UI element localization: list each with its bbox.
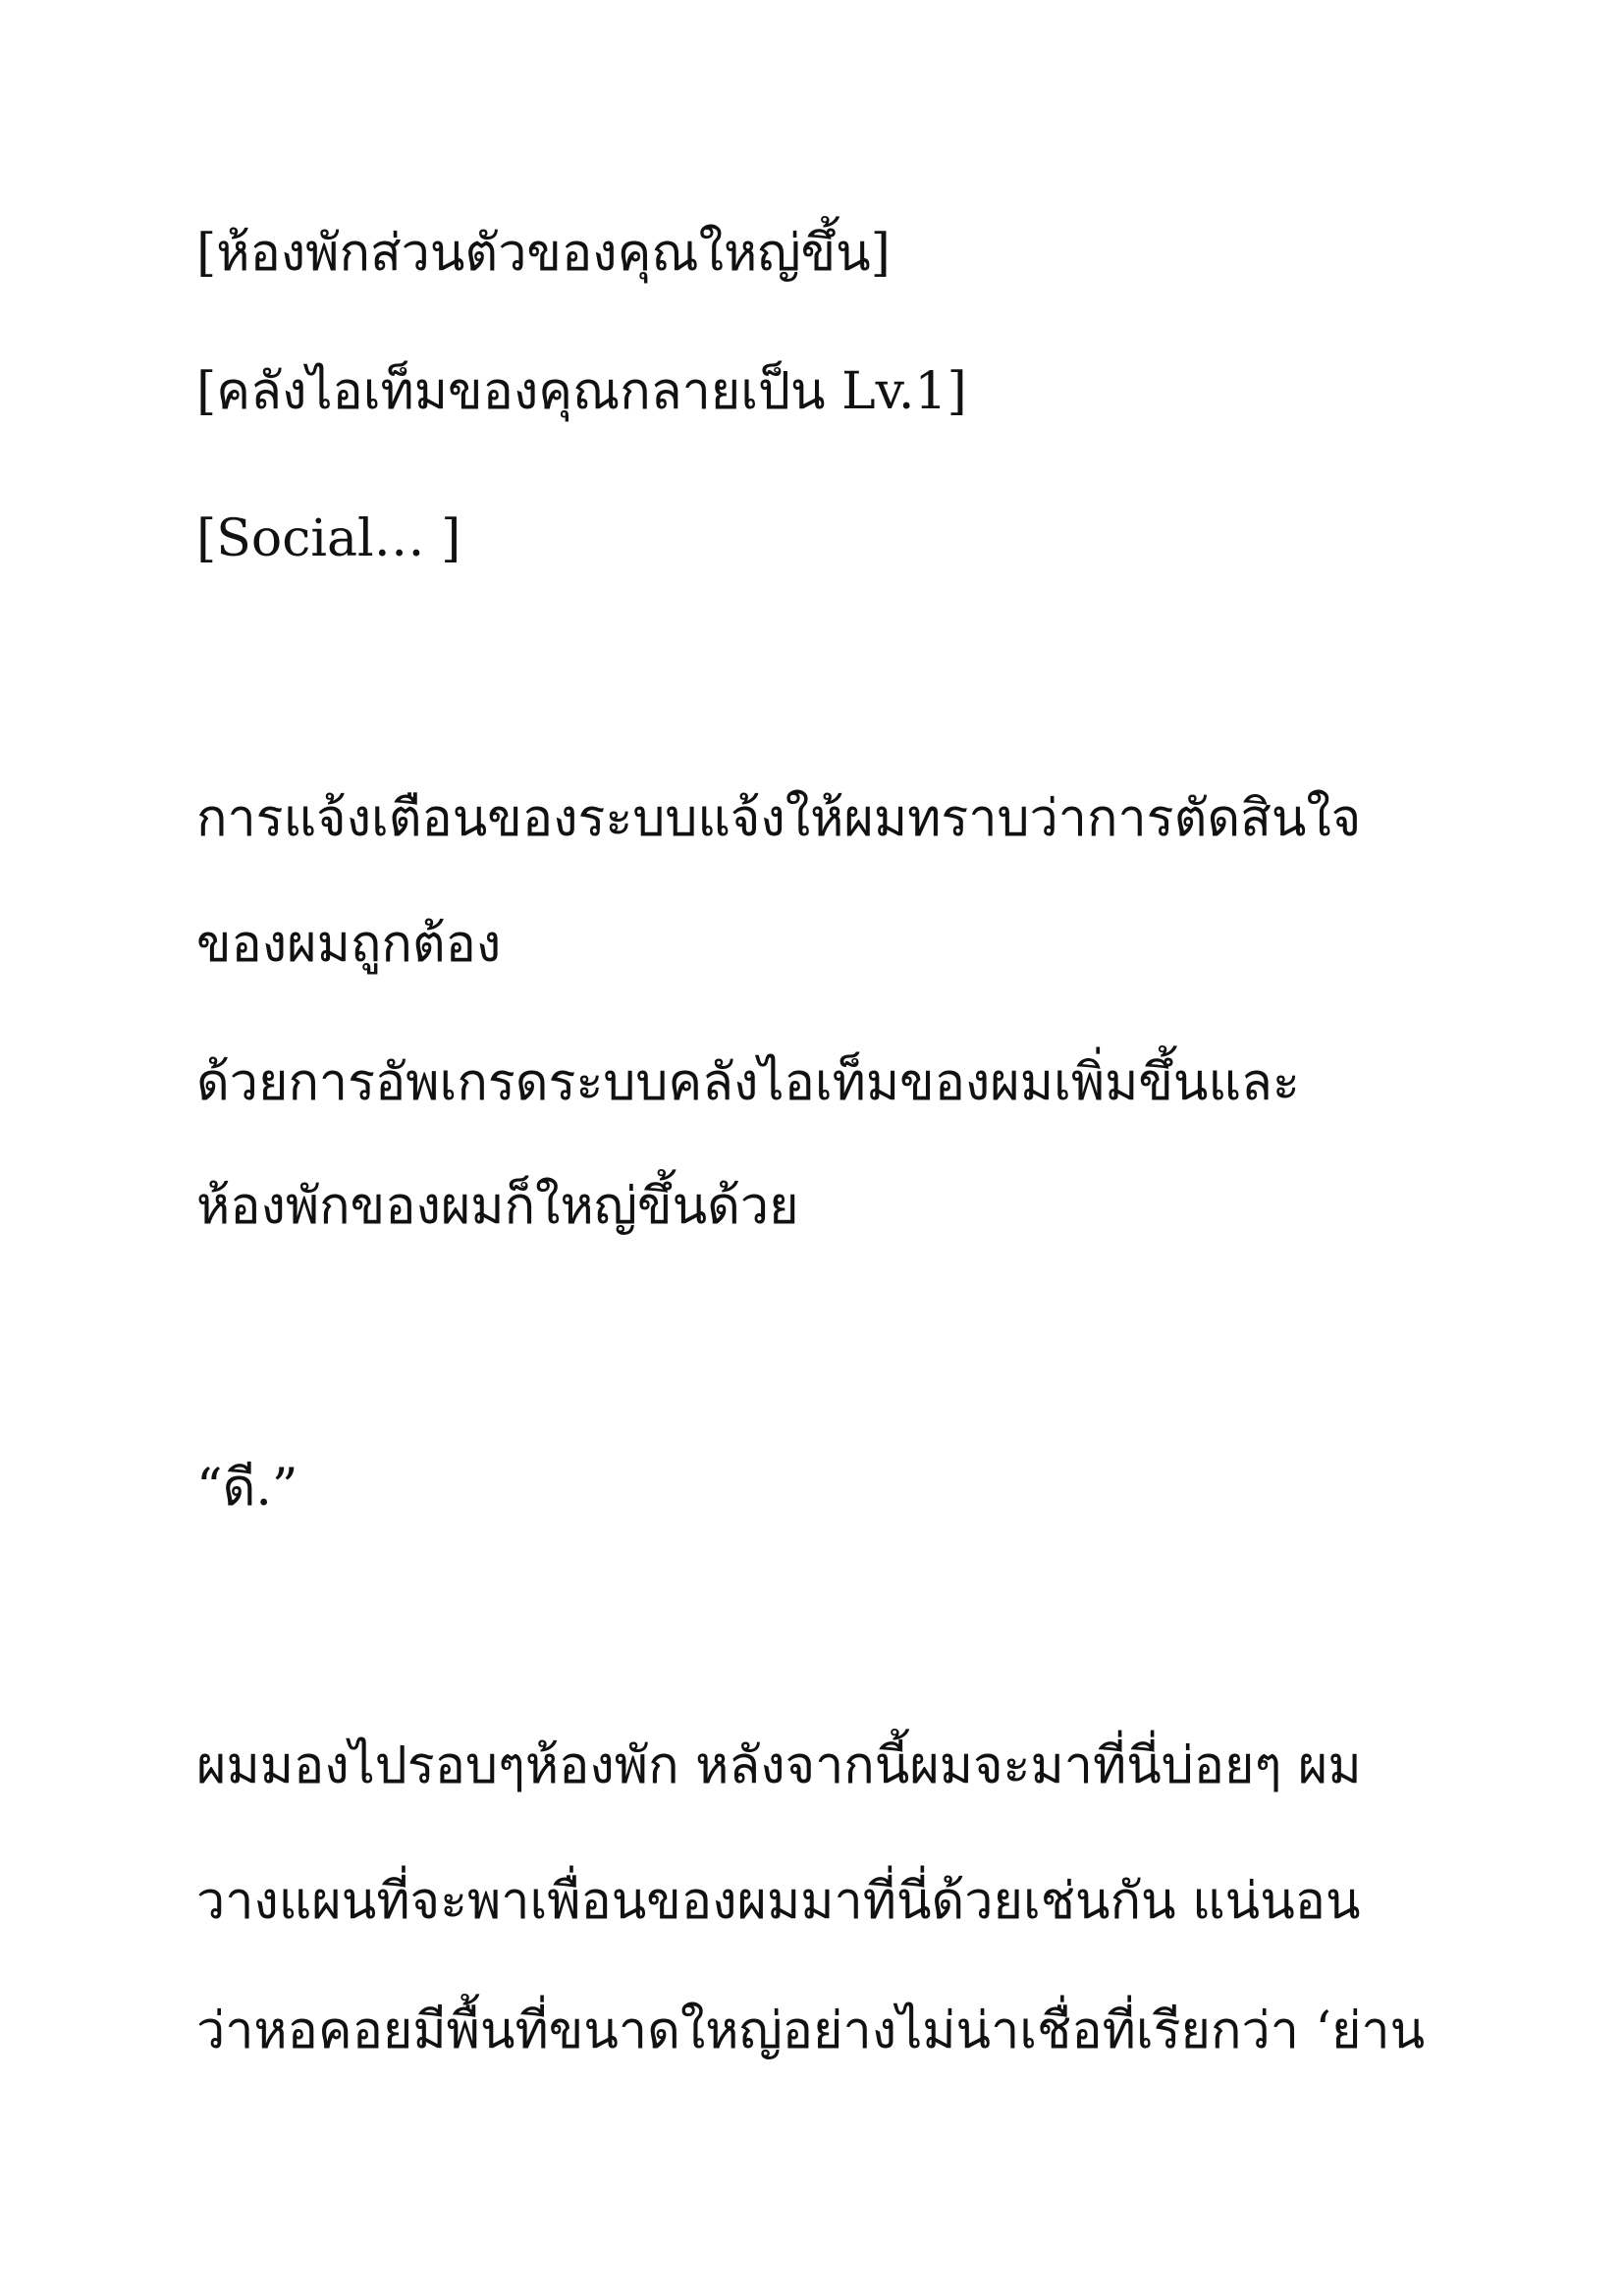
system-message-social: [Social… ] (196, 509, 461, 568)
system-message-inventory-level: [คลังไอเท็มของคุณกลายเป็น Lv.1] (196, 362, 967, 421)
narration-line: ห้องพักของผมก็ใหญ่ขึ้นด้วย (196, 1177, 799, 1236)
dialogue-line: “ดี.” (196, 1459, 298, 1518)
narration-line: การแจ้งเตือนของระบบแจ้งให้ผมทราบว่าการตัดสินใจ (196, 789, 1362, 848)
narration-line: ว่าหอคอยมีพื้นที่ขนาดใหญ่อย่างไม่น่าเชื่อที่เรียกว่า ‘ย่าน (196, 2002, 1426, 2060)
narration-line: ผมมองไปรอบๆห้องพัก หลังจากนี้ผมจะมาที่นี่บ่อยๆ ผม (196, 1736, 1362, 1795)
narration-line: วางแผนที่จะพาเพื่อนของผมมาที่นี่ด้วยเช่นกัน แน่นอน (196, 1872, 1361, 1931)
narration-line: ของผมถูกต้อง (196, 915, 502, 974)
narration-line: ด้วยการอัพเกรดระบบคลังไอเท็มของผมเพิ่มขึ้นและ (196, 1053, 1300, 1112)
system-message-room-upgrade: [ห้องพักส่วนตัวของคุณใหญ่ขึ้น] (196, 224, 891, 283)
